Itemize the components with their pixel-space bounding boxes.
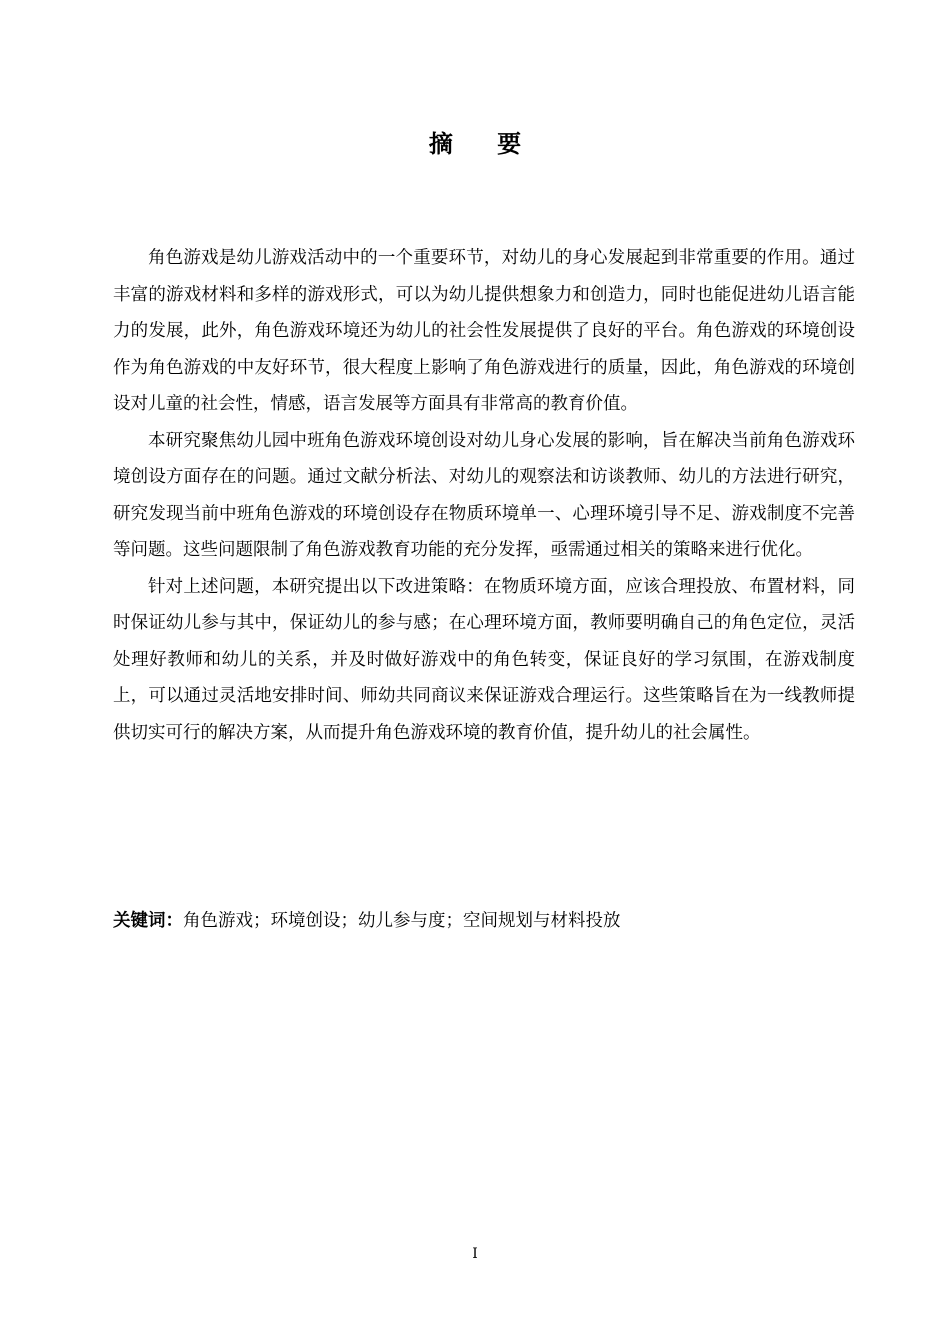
keywords-value: 角色游戏；环境创设；幼儿参与度；空间规划与材料投放	[183, 911, 621, 931]
abstract-body	[113, 240, 855, 751]
keywords-label: 关键词：	[113, 911, 183, 931]
abstract-paragraph-3: 针对上述问题，本研究提出以下改进策略：在物质环境方面，应该合理投放、布置材料，同时保证幼儿参与其中，保证幼儿的参与感；在心理环境方面，教师要明确自己的角色定位，灵活处理好教师和幼儿的关系，并及时做好游戏中的角色转变，保证良好的学习氛围，在游戏制度上，可以通过灵活地安排时间、师幼共同商议来保证游戏合理运行。这些策略旨在为一线教师提供切实可行的解决方案，从而提升角色游戏环境的教育价值，提升幼儿的社会属性。	[113, 576, 855, 743]
page-number: I	[472, 1246, 478, 1262]
page-title: 摘 要	[428, 130, 540, 158]
keywords-line	[113, 906, 855, 936]
abstract-paragraph-1: 角色游戏是幼儿游戏活动中的一个重要环节，对幼儿的身心发展起到非常重要的作用。通过丰富的游戏材料和多样的游戏形式，可以为幼儿提供想象力和创造力，同时也能促进幼儿语言能力的发展，此外，角色游戏环境还为幼儿的社会性发展提供了良好的平台。角色游戏的环境创设作为角色游戏的中友好环节，很大程度上影响了角色游戏进行的质量，因此，角色游戏的环境创设对儿童的社会性，情感，语言发展等方面具有非常高的教育价值。	[113, 248, 855, 414]
abstract-paragraph-2: 本研究聚焦幼儿园中班角色游戏环境创设对幼儿身心发展的影响，旨在解决当前角色游戏环境创设方面存在的问题。通过文献分析法、对幼儿的观察法和访谈教师、幼儿的方法进行研究，研究发现当前中班角色游戏的环境创设存在物质环境单一、心理环境引导不足、游戏制度不完善等问题。这些问题限制了角色游戏教育功能的充分发挥，亟需通过相关的策略来进行优化。	[113, 430, 855, 560]
